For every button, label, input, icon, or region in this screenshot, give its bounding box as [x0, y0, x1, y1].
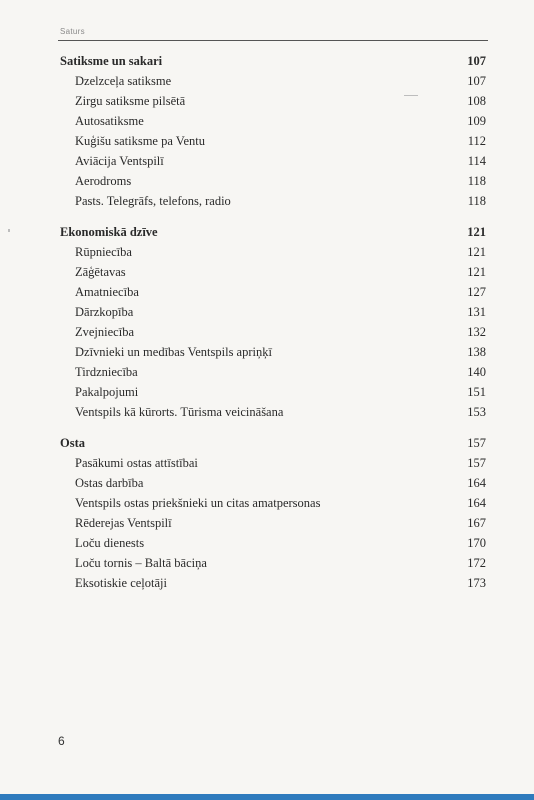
entry-title: Autosatiksme: [75, 114, 144, 128]
entry-page-number: 121: [467, 245, 486, 259]
entry-page-number: 118: [467, 174, 486, 188]
toc-section: [60, 51, 486, 211]
entry-title: Eksotiskie ceļotāji: [75, 576, 167, 590]
entry-title: Loču dienests: [75, 536, 145, 550]
entry-page-number: 172: [467, 556, 486, 570]
toc-entry: [60, 71, 486, 91]
entry-title: Ostas darbība: [75, 476, 144, 490]
toc-section-heading: [60, 51, 486, 71]
toc-section: [60, 433, 486, 593]
entry-page-number: 151: [467, 385, 486, 399]
entry-title: Pakalpojumi: [75, 385, 139, 399]
scan-mark: [404, 95, 418, 96]
entry-page-number: 157: [467, 456, 486, 470]
entry-title: Rēderejas Ventspilī: [75, 516, 172, 530]
toc-entry: [60, 302, 486, 322]
toc-entry: [60, 171, 486, 191]
entry-page-number: 138: [467, 345, 486, 359]
entry-title: Aerodroms: [75, 174, 132, 188]
page-number: 6: [58, 734, 65, 748]
entry-page-number: 170: [467, 536, 486, 550]
entry-title: Pasts. Telegrāfs, telefons, radio: [75, 194, 231, 208]
scan-mark: [8, 229, 10, 232]
entry-page-number: 173: [467, 576, 486, 590]
entry-title: Aviācija Ventspilī: [75, 154, 164, 168]
entry-page-number: 108: [467, 94, 486, 108]
entry-title: Zirgu satiksme pilsētā: [75, 94, 186, 108]
toc-entry: [60, 111, 486, 131]
toc-entry: [60, 151, 486, 171]
toc-entry: [60, 131, 486, 151]
entry-page-number: 167: [467, 516, 486, 530]
entry-page-number: 118: [467, 194, 486, 208]
toc-section-heading: [60, 222, 486, 242]
entry-page-number: 164: [467, 476, 486, 490]
toc-entry: [60, 262, 486, 282]
entry-title: Dzelzceļa satiksme: [75, 74, 172, 88]
toc-entry: [60, 362, 486, 382]
entry-page-number: 140: [467, 365, 486, 379]
section-page-number: 157: [467, 436, 486, 450]
entry-title: Kuģišu satiksme pa Ventu: [75, 134, 205, 148]
section-title: Satiksme un sakari: [60, 54, 163, 68]
section-page-number: 107: [467, 54, 486, 68]
entry-title: Dzīvnieki un medības Ventspils apriņķī: [75, 345, 272, 359]
entry-title: Zāģētavas: [75, 265, 126, 279]
header-rule: [58, 40, 488, 41]
entry-page-number: 164: [467, 496, 486, 510]
entry-page-number: 107: [467, 74, 486, 88]
entry-title: Ventspils ostas priekšnieki un citas amatpersonas: [75, 496, 321, 510]
entry-title: Loču tornis – Baltā bāciņa: [75, 556, 207, 570]
toc-entry: [60, 473, 486, 493]
scan-edge-bar: [0, 794, 534, 800]
entry-title: Zvejniecība: [75, 325, 134, 339]
entry-page-number: 132: [467, 325, 486, 339]
toc-entry: [60, 533, 486, 553]
entry-page-number: 127: [467, 285, 486, 299]
toc-entry: [60, 513, 486, 533]
toc-entry: [60, 402, 486, 422]
toc-entry: [60, 342, 486, 362]
entry-page-number: 112: [467, 134, 486, 148]
section-title: Ekonomiskā dzīve: [60, 225, 158, 239]
entry-page-number: 131: [467, 305, 486, 319]
entry-title: Dārzkopība: [75, 305, 134, 319]
entry-title: Rūpniecība: [75, 245, 132, 259]
entry-title: Ventspils kā kūrorts. Tūrisma veicināšana: [75, 405, 284, 419]
entry-title: Tirdzniecība: [75, 365, 138, 379]
entry-page-number: 109: [467, 114, 486, 128]
toc-entry: [60, 322, 486, 342]
toc-entry: [60, 553, 486, 573]
toc-entry: [60, 242, 486, 262]
toc-entry: [60, 91, 486, 111]
table-of-contents: [60, 51, 486, 604]
entry-page-number: 153: [467, 405, 486, 419]
toc-section: [60, 222, 486, 422]
toc-entry: [60, 573, 486, 593]
section-title: Osta: [60, 436, 85, 450]
toc-section-heading: [60, 433, 486, 453]
entry-page-number: 114: [467, 154, 486, 168]
toc-entry: [60, 282, 486, 302]
entry-title: Pasākumi ostas attīstībai: [75, 456, 198, 470]
toc-entry: [60, 493, 486, 513]
running-head: Saturs: [60, 27, 85, 36]
section-page-number: 121: [467, 225, 486, 239]
entry-page-number: 121: [467, 265, 486, 279]
toc-entry: [60, 191, 486, 211]
toc-entry: [60, 453, 486, 473]
entry-title: Amatniecība: [75, 285, 139, 299]
toc-entry: [60, 382, 486, 402]
